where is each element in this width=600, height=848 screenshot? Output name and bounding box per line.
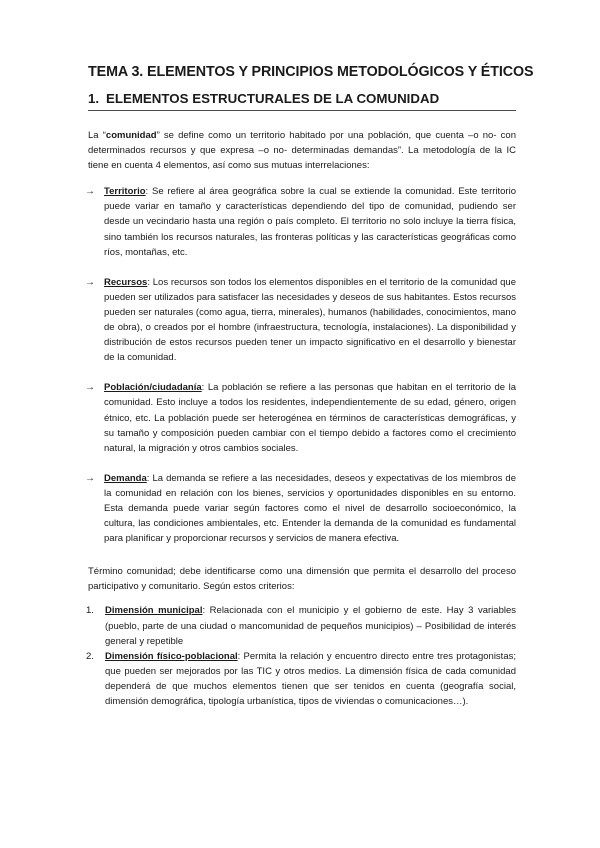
element-text (104, 275, 516, 366)
element-description: : Se refiere al área geográfica sobre la cual se extiende la comunidad. Este territorio puede variar en tamaño y características dependiendo del tipo de comunidad, pudiendo ser desde un vecindario hasta una región o país completo. El territorio no solo incluye la tierra física, sino también los recursos naturales, las fronteras políticas y las características geográficas como ríos, montañas, etc. (104, 186, 516, 258)
arrow-right-icon: → (85, 276, 95, 288)
dimension-text (105, 649, 516, 709)
document-page (85, 64, 534, 709)
arrow-right-icon: → (85, 186, 95, 198)
element-description: : Los recursos son todos los elementos disponibles en el territorio de la comunidad que pueden ser utilizados para satisfacer las necesidades y deseos de sus habitantes. Estos recursos pueden ser naturales (como agua, tierra, minerales), humanos (habilidades, conocimientos, mano de obra), o creados por el hombre (infraestructura, tecnología, instalaciones). La disponibilidad y distribución de estos recursos pueden tener un impacto significativo en el desarrollo y bienestar de la comunidad. (104, 276, 516, 364)
dimension-description: : Permita la relación y encuentro directo entre tres protagonistas; que pueden ser mejorados por las TIC y otros medios. La dimensión física de cada comunidad dependerá de que muchos elementos tienen que ser tenidos en cuenta (geografía social, dimensión demográfica, tipología urbanística, tipos de viviendas o comunicaciones…). (105, 650, 516, 707)
intro-paragraph (88, 128, 516, 173)
intro-term: comunidad (105, 130, 157, 141)
intro-pre: La “ (88, 130, 106, 141)
dimension-municipal (88, 603, 516, 648)
arrow-right-icon: → (85, 472, 95, 484)
element-text (104, 471, 516, 546)
section-heading (88, 91, 516, 111)
page-title: TEMA 3. ELEMENTOS Y PRINCIPIOS METODOLÓGICOS Y ÉTICOS (88, 64, 534, 80)
element-term: Población/ciudadanía (104, 382, 202, 394)
element-text (104, 184, 516, 259)
element-territorio (85, 184, 516, 259)
element-demanda (85, 471, 516, 546)
element-description: : La población se refiere a las personas que habitan en el territorio de la comunidad. Esto incluye a todos los residentes, independientemente de su edad, género, origen étnico, etc. La población puede ser heterogénea en términos de características demográficas, y su tamaño y composición pueden cambiar con el tiempo debido a factores como el crecimiento natural, la migración y otros cambios sociales. (104, 382, 516, 454)
criteria-paragraph: Término comunidad; debe identificarse como una dimensión que permita el desarrollo del proceso participativo y comunitario. Según estos criterios: (88, 566, 516, 593)
dimension-term: Dimensión municipal (105, 605, 203, 617)
dimension-term: Dimensión físico-poblacional (105, 650, 238, 662)
list-number: 2. (86, 650, 94, 662)
list-number: 1. (86, 605, 94, 617)
element-recursos (85, 275, 516, 366)
section-number: 1. (88, 91, 100, 106)
intro-post: ” se define como un territorio habitado por una población, que cuenta –o no- con determinados recursos y que expresa –o no- determinadas demandas”. La metodología de la IC tiene en cuenta 4 elementos, así como sus mutuas interrelaciones: (88, 130, 516, 172)
element-description: : La demanda se refiere a las necesidades, deseos y expectativas de los miembros de la comunidad en relación con los bienes, servicios y oportunidades disponibles en su entorno. Esta demanda puede variar según factores como el nivel de desarrollo socioeconómico, la cultura, las condiciones ambientales, etc. Entender la demanda de la comunidad es fundamental para planificar y proporcionar recursos y servicios de manera efectiva. (104, 472, 516, 545)
element-poblacion (85, 380, 516, 455)
arrow-right-icon: → (85, 382, 95, 394)
dimension-description: : Relacionada con el municipio y el gobierno de este. Hay 3 variables (pueblo, parte de una ciudad o mancomunidad de pequeños municipios) – Posibilidad de interés general y repetible (105, 605, 516, 647)
element-term: Recursos (104, 276, 148, 288)
element-text (104, 380, 516, 455)
section-title-text: ELEMENTOS ESTRUCTURALES DE LA COMUNIDAD (106, 91, 440, 106)
element-term: Demanda (104, 472, 147, 484)
dimension-fisico-poblacional (88, 649, 516, 709)
dimension-text (105, 603, 516, 648)
element-term: Territorio (104, 186, 146, 198)
